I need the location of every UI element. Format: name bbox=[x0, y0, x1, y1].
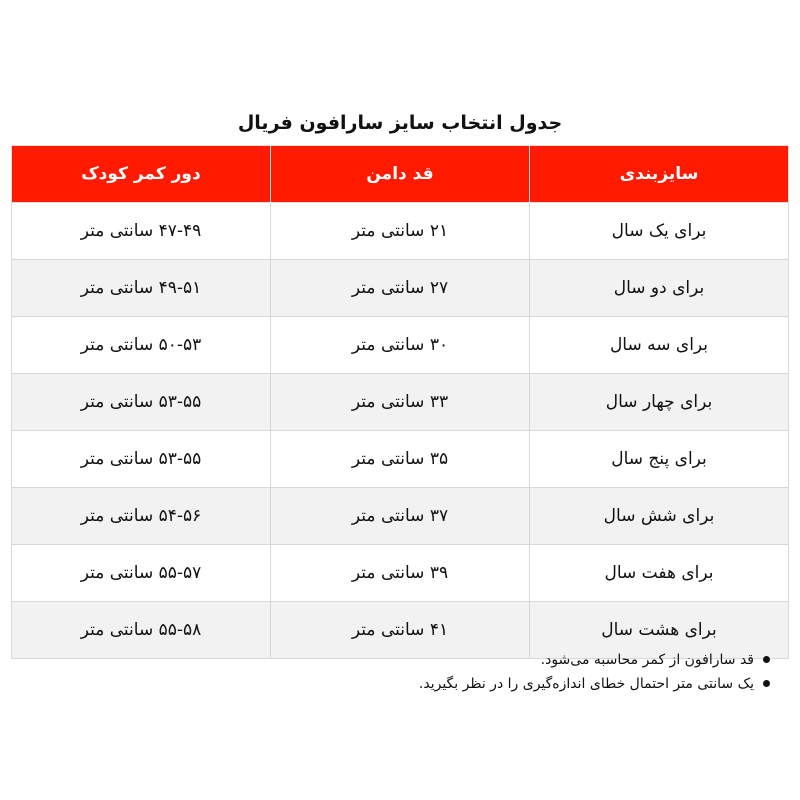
cell-size: برای شش سال bbox=[530, 488, 789, 545]
cell-waist: ۵۴-۵۶ سانتی متر bbox=[12, 488, 271, 545]
cell-waist: ۴۹-۵۱ سانتی متر bbox=[12, 260, 271, 317]
table-row bbox=[12, 374, 789, 431]
cell-length: ۳۰ سانتی متر bbox=[271, 317, 530, 374]
table-row bbox=[12, 431, 789, 488]
page-title: جدول انتخاب سایز سارافون فریال bbox=[237, 112, 563, 134]
note-text: قد سارافون از کمر محاسبه می‌شود. bbox=[540, 652, 754, 668]
cell-size: برای چهار سال bbox=[530, 374, 789, 431]
size-table bbox=[11, 145, 789, 659]
note-text: یک سانتی متر احتمال خطای اندازه‌گیری را در نظر بگیرید. bbox=[418, 676, 754, 692]
cell-length: ۳۷ سانتی متر bbox=[271, 488, 530, 545]
cell-waist: ۵۳-۵۵ سانتی متر bbox=[12, 431, 271, 488]
cell-waist: ۵۵-۵۸ سانتی متر bbox=[12, 602, 271, 659]
cell-length: ۳۹ سانتی متر bbox=[271, 545, 530, 602]
table-row bbox=[12, 203, 789, 260]
cell-size: برای یک سال bbox=[530, 203, 789, 260]
cell-size: برای سه سال bbox=[530, 317, 789, 374]
cell-waist: ۵۰-۵۳ سانتی متر bbox=[12, 317, 271, 374]
note-item bbox=[170, 648, 770, 672]
notes-list bbox=[170, 648, 770, 696]
bullet-icon bbox=[763, 680, 770, 687]
cell-size: برای دو سال bbox=[530, 260, 789, 317]
table-header-row bbox=[12, 146, 789, 203]
cell-size: برای هفت سال bbox=[530, 545, 789, 602]
cell-length: ۳۳ سانتی متر bbox=[271, 374, 530, 431]
table-row bbox=[12, 317, 789, 374]
cell-waist: ۵۵-۵۷ سانتی متر bbox=[12, 545, 271, 602]
header-size-range: سایزبندی bbox=[530, 146, 789, 203]
cell-waist: ۴۷-۴۹ سانتی متر bbox=[12, 203, 271, 260]
cell-length: ۴۱ سانتی متر bbox=[271, 602, 530, 659]
header-waist: دور کمر کودک bbox=[12, 146, 271, 203]
table-row bbox=[12, 488, 789, 545]
table-row bbox=[12, 545, 789, 602]
cell-waist: ۵۳-۵۵ سانتی متر bbox=[12, 374, 271, 431]
cell-length: ۳۵ سانتی متر bbox=[271, 431, 530, 488]
cell-length: ۲۱ سانتی متر bbox=[271, 203, 530, 260]
header-skirt-length: قد دامن bbox=[271, 146, 530, 203]
cell-size: برای هشت سال bbox=[530, 602, 789, 659]
table-row bbox=[12, 260, 789, 317]
note-item bbox=[170, 672, 770, 696]
bullet-icon bbox=[763, 656, 770, 663]
cell-length: ۲۷ سانتی متر bbox=[271, 260, 530, 317]
cell-size: برای پنج سال bbox=[530, 431, 789, 488]
